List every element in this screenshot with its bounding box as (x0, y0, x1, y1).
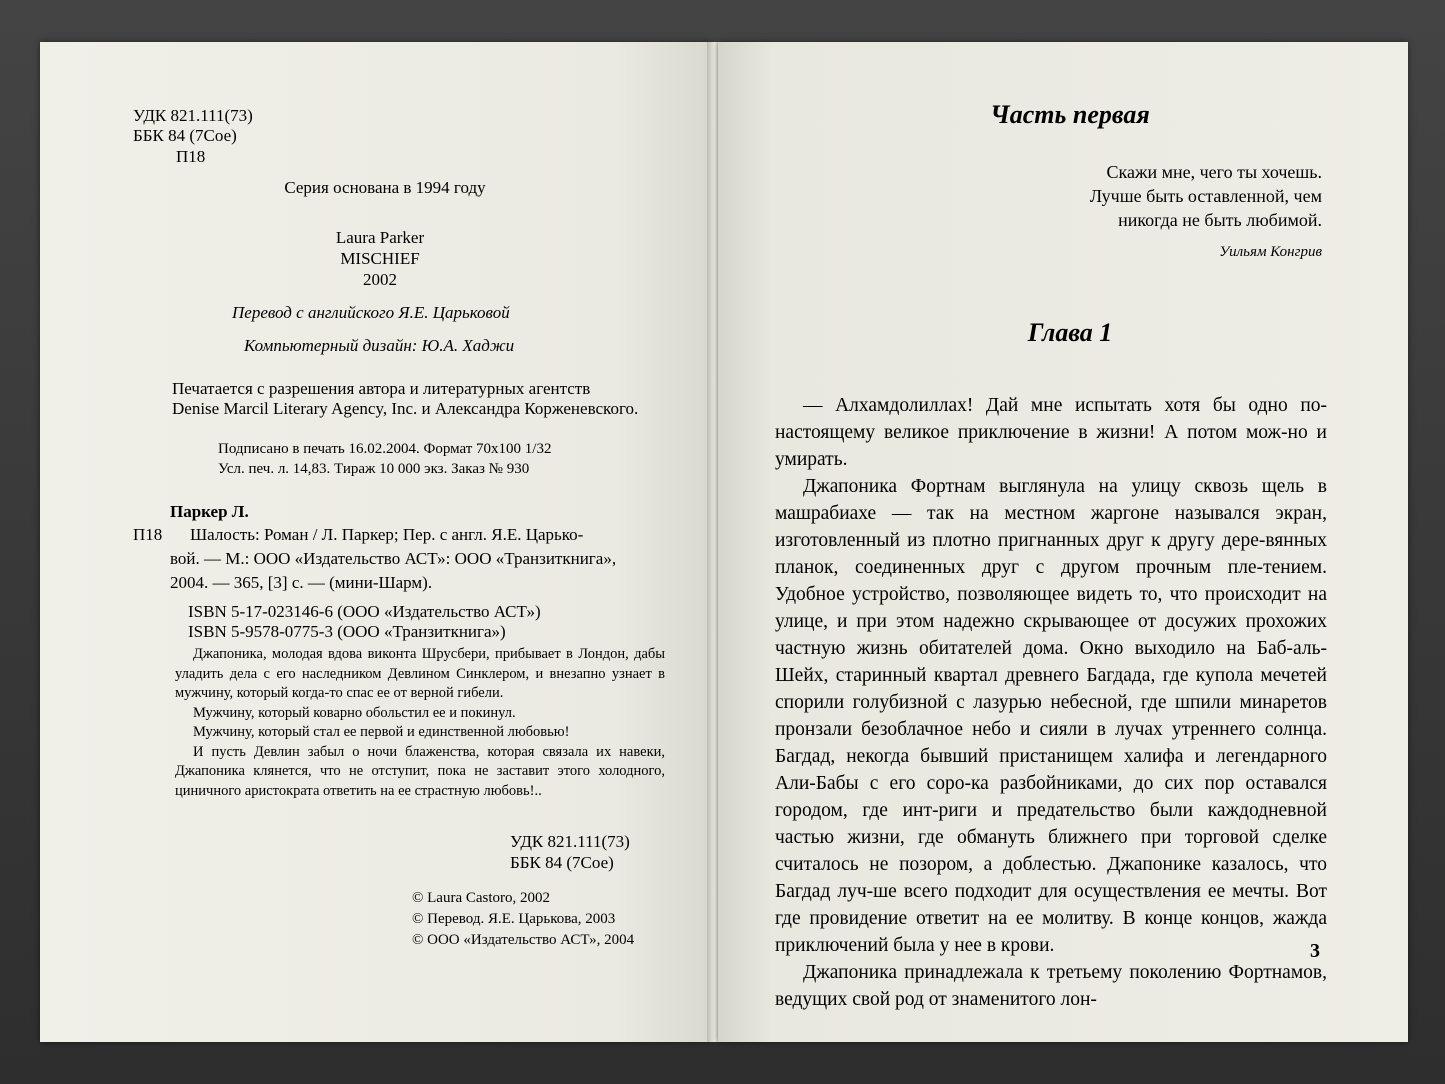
print-info-line-1: Подписано в печать 16.02.2004. Формат 70x100 1/32 (218, 441, 552, 457)
bibliographic-line-1: Шалость: Роман / Л. Паркер; Пер. с англ. Я.Е. Царько- (190, 525, 584, 544)
annotation (175, 645, 665, 801)
body-paragraph: Джапоника Фортнам выглянула на улицу сквозь щель в машрабиахе — так на местном жаргоне назывался экран, изготовленный из плотно пригнанных друг к другу дере-вянных планок, соединенных друг с другом прочным пле-тением. Удобное устройство, позволяющее видеть то, что происходит на улице, и при этом надежно скрывающее от досужих прохожих частную жизнь обитателей дома. Окно выходило на Баб-аль-Шейх, старинный квартал древнего Багдада, где купола мечетей спорили голубизной с лазурью небесной, где шпили минаретов пронзали безоблачное небо и сияли в лучах утреннего солнца. Багдад, некогда бывший пристанищем халифа и легендарного Али-Бабы с его соро-ка разбойниками, до сих пор оставался городом, где инт-риги и предательство были каждодневной частью жизни, где обмануть ближнего при торговой сделке считалось не позором, а доблестью. Джапонике казалось, что Багдад луч-ше всего подходит для осуществления ее мечты. Вот где провидение ответит на ее молитву. В конце концов, жажда приключений была у нее в крови. (775, 476, 1327, 956)
annotation-paragraph: Мужчину, который стал ее первой и единственной любовью! (193, 724, 570, 740)
copyright-line-2: © Перевод. Я.Е. Царькова, 2003 (412, 911, 616, 927)
design-credit: Компьютерный дизайн: Ю.А. Хаджи (244, 336, 515, 355)
bbk-bottom: ББК 84 (7Сое) (510, 853, 614, 872)
body-paragraph: Джапоника принадлежала к третьему поколению Фортнамов, ведущих свой род от знаменитого лон- (775, 962, 1327, 1010)
copyright-line-1: © Laura Castoro, 2002 (412, 890, 551, 906)
bibliographic-line-3: 2004. — 365, [3] с. — (мини-Шарм). (170, 573, 433, 592)
permission-line-2: Denise Marcil Literary Agency, Inc. и Александра Корженевского. (172, 399, 639, 418)
bibliographic-author: Паркер Л. (170, 502, 249, 521)
chapter-title: Глава 1 (1027, 318, 1113, 347)
epigraph-line: никогда не быть любимой. (1118, 210, 1322, 230)
permission-line-1: Печатается с разрешения автора и литературных агентств (172, 379, 591, 398)
annotation-paragraph: Джапоника, молодая вдова виконта Шрусбери, прибывает в Лондон, дабы уладить дела с его наследником Девлином Синклером, и внезапно узнает в мужчину, который когда-то спас ее от верной гибели. (175, 646, 665, 701)
original-year: 2002 (363, 270, 397, 289)
annotation-paragraph: Мужчину, который коварно обольстил ее и покинул. (193, 704, 516, 721)
epigraph (990, 160, 1322, 264)
translator-credit: Перевод с английского Я.Е. Царьковой (232, 303, 510, 322)
part-title: Часть первая (990, 100, 1150, 129)
epigraph-author: Уильям Конгрив (1219, 244, 1322, 260)
epigraph-line: Скажи мне, чего ты хочешь. (1106, 162, 1322, 182)
udk-top: УДК 821.111(73) (133, 106, 253, 125)
original-author: Laura Parker (335, 228, 425, 247)
isbn-line-2: ISBN 5-9578-0775-3 (ООО «Транзиткнига») (188, 622, 506, 641)
isbn-line-1: ISBN 5-17-023146-6 (ООО «Издательство АСТ») (188, 602, 541, 621)
epigraph-line: Лучше быть оставленной, чем (1089, 186, 1322, 206)
bbk-top: ББК 84 (7Сое) (133, 126, 237, 145)
body-paragraph: — Алхамдолиллах! Дай мне испытать хотя бы одно по-настоящему великое приключение в жизни! А потом мож-но и умирать. (775, 395, 1327, 470)
code-top: П18 (176, 147, 206, 166)
page-number: 3 (1310, 940, 1320, 962)
udk-bottom: УДК 821.111(73) (510, 832, 630, 851)
original-title: MISCHIEF (340, 249, 420, 268)
series-note: Серия основана в 1994 году (284, 178, 486, 197)
bibliographic-code: П18 (133, 525, 163, 544)
bibliographic-line-2: вой. — М.: ООО «Издательство АСТ»: ООО «Транзиткнига», (170, 549, 617, 568)
annotation-paragraph: И пусть Девлин забыл о ночи блаженства, которая связала их навеки, Джапоника клянется, что не отступит, пока не заставит этого холодного, циничного аристократа ответить на ее страстную любовь!.. (175, 743, 665, 799)
print-info-line-2: Усл. печ. л. 14,83. Тираж 10 000 экз. Заказ № 930 (218, 461, 530, 477)
copyright-line-3: © ООО «Издательство АСТ», 2004 (412, 932, 635, 948)
chapter-body (775, 392, 1327, 1013)
